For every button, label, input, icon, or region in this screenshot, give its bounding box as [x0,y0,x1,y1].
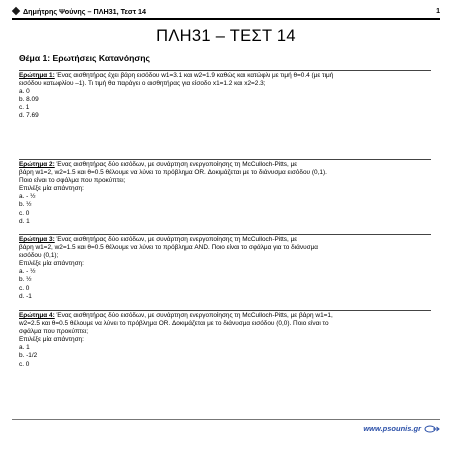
question-text-line: Επιλέξε μία απάντηση: [19,185,84,193]
question-text-line: w2=2.5 και θ=0.5 θέλουμε να λύνει το πρόβλημα OR. Δοκιμάζεται με το διάνυσμα εισόδου (0,0). Ποιο είναι το [19,320,329,328]
question-text-line: Ερώτημα 2: Ένας αισθητήρας δύο εισόδων, με συνάρτηση ενεργοποίησης τη McCulloch-Pitts, με [19,161,298,168]
question-text-line: σφάλμα που προκύπτει; [19,328,89,336]
question-text-line: εισόδου κατωφλίου –1). Τι τιμή θα παράγει ο αισθητήρας για είσοδο x1=1.2 και x2=2.3; [19,80,266,88]
question-text-line: Επιλέξε μία απάντηση: [19,336,84,344]
running-title: Δημήτρης Ψούνης – ΠΛΗ31, Τεστ 14 [23,6,147,16]
question-text-line: εισόδου (0,1); [19,252,59,260]
answer-option: b. -1/2 [19,352,38,360]
question-text-line: Ερώτημα 1: Ένας αισθητήρας έχει βάρη εισόδου w1=3.1 και w2=1.9 καθώς και κατώφλι με τιμή θ=0.4 (με τιμή [19,72,334,79]
question-label: Ερώτημα 1: [19,72,55,79]
document-title: ΠΛΗ31 – ΤΕΣΤ 14 [156,27,296,45]
page-number: 1 [436,7,440,15]
answer-option: c. 0 [19,360,30,368]
answer-option: d. -1 [19,292,32,300]
diamond-bullet-icon [12,7,20,15]
question-3 [19,236,432,301]
answer-option: b. ½ [19,201,32,209]
question-4 [19,312,432,369]
answer-option: c. 1 [19,104,30,112]
answer-option: a. - ½ [19,193,36,201]
arrow-logo-icon [424,425,440,433]
answer-option: c. 0 [19,209,30,217]
footer-website: www.psounis.gr [363,424,421,433]
running-header [12,5,440,17]
answer-option: c. 0 [19,284,30,292]
answer-option: a. - ½ [19,268,36,276]
question-2 [19,161,432,226]
answer-option: b. ½ [19,276,32,284]
question-divider [19,234,431,235]
question-label: Ερώτημα 4: [19,312,55,319]
question-text-line: Ποιο είναι το σφάλμα που προκύπτει; [19,177,126,185]
footer-rule [12,419,440,420]
header-left [12,7,146,16]
question-1 [19,72,432,121]
section-title: Θέμα 1: Ερωτήσεις Κατανόησης [19,53,150,63]
question-text-line: βάρη w1=2, w2=1.5 και θ=0.5 θέλουμε να λύνει το πρόβλημα AND. Ποιο είναι το σφάλμα για το διάνυσμα [19,244,319,252]
answer-option: d. 1 [19,217,30,225]
answer-option: a. 1 [19,344,30,352]
question-divider [19,310,431,311]
question-text-line: Ερώτημα 4: Ένας αισθητήρας δύο εισόδων, με συνάρτηση ενεργοποίησης τη McCulloch-Pitts, με βάρη w1=1, [19,312,333,319]
question-label: Ερώτημα 3: [19,236,55,243]
footer [363,424,440,433]
answer-option: a. 0 [19,88,30,96]
header-rule [12,18,440,20]
question-text-line: Ερώτημα 3: Ένας αισθητήρας δύο εισόδων, με συνάρτηση ενεργοποίησης τη McCulloch-Pitts, με [19,236,298,243]
answer-option: d. 7.69 [19,112,39,120]
question-divider [19,70,431,71]
question-label: Ερώτημα 2: [19,161,55,168]
question-text-line: Επιλέξε μία απάντηση: [19,260,84,268]
question-text-line: βάρη w1=2, w2=1.5 και θ=0.5 θέλουμε να λύνει το πρόβλημα OR. Δοκιμάζεται με το διάνυσμα εισόδου (0,1). [19,169,327,177]
question-divider [19,159,431,160]
answer-option: b. 8.09 [19,96,39,104]
